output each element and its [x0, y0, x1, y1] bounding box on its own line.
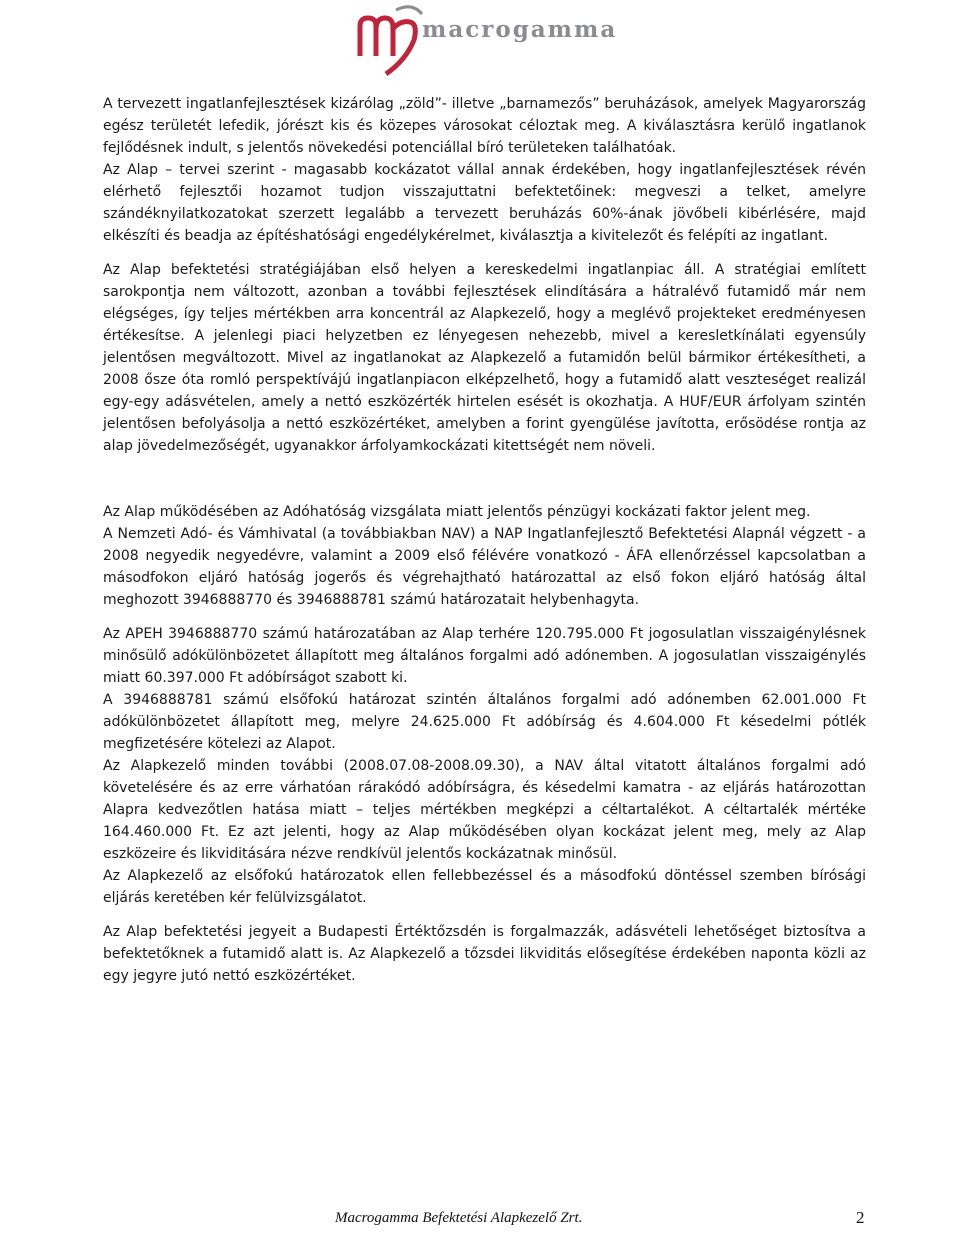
- macrogamma-logo-icon: [356, 0, 426, 80]
- company-logo: [356, 0, 616, 80]
- paragraph-nav-audit: A Nemzeti Adó- és Vámhivatal (a továbbiakban NAV) a NAP Ingatlanfejlesztő Befektetési Alapnál végzett - a 2008 negyedik negyedévre, valamint a 2009 első félévére vonatkozó - ÁFA ellenőrzéssel kapcsolatban a másodfokon eljáró hatóság jogerős és végrehajtható határozattal az első fokon eljáró hatóság által meghozott 3946888770 és 3946888781 számú határozatait helybenhagyta.: [103, 526, 866, 608]
- logo-text: macrogamma: [422, 16, 618, 43]
- footer-company: Macrogamma Befektetési Alapkezelő Zrt.: [335, 1210, 583, 1226]
- paragraph-first-instance-decision: A 3946888781 számú elsőfokú határozat szintén általános forgalmi adó adónemben 62.001.000 Ft adókülönbözetet állapított meg, melyre 24.625.000 Ft adóbírság és 4.604.000 Ft késedelmi pótlék megfizetésére kötelezi az Alapot.: [103, 692, 866, 752]
- paragraph-investment-strategy: Az Alap befektetési stratégiájában első helyen a kereskedelmi ingatlanpiac áll. A stratégiai említett sarokpontja nem változott, azonban a további fejlesztések elindítására a hátralévő futamidő már nem elégséges, így teljes mértékben arra koncentrál az Alapkezelő, hogy a meglévő projekteket eredményesen értékesítse. A jelenlegi piaci helyzetben ez lényegesen nehezebb, mivel a keresletkínálati egyensúly jelentősen megváltozott. Mivel az ingatlanokat az Alapkezelő a futamidőn belül bármikor értékesítheti, a 2008 ősze óta romló perspektívájú ingatlanpiacon elképzelhető, hogy a futamidő alatt veszteséget realizál egy-egy adásvételen, amely a nettó eszközérték hirtelen esését is okozhatja. A HUF/EUR árfolyam szintén jelentősen befolyásolja a nettó eszközértéket, amelyben a forint gyengülése javította, erősödése rontja az alap jövedelmezőségét, ugyanakkor árfolyamkockázati kitettségét nem növeli.: [103, 262, 866, 454]
- paragraph-apeh-decision: Az APEH 3946888770 számú határozatában az Alap terhére 120.795.000 Ft jogosulatlan visszaigénylésnek minősülő adókülönbözetet állapított meg általános forgalmi adó adónemben. A jogosulatlan visszaigénylés miatt 60.397.000 Ft adóbírságot szabott ki.: [103, 626, 866, 686]
- paragraph-stock-exchange: Az Alap befektetési jegyeit a Budapesti Értéktőzsdén is forgalmazzák, adásvételi lehetőséget biztosítva a befektetőknek a futamidő alatt is. Az Alapkezelő a tőzsdei likviditás elősegítése érdekében naponta közli az egy jegyre jutó nettó eszközértéket.: [103, 924, 866, 984]
- page-number: 2: [856, 1208, 865, 1227]
- paragraph-appeal: Az Alapkezelő az elsőfokú határozatok ellen fellebbezéssel és a másodfokú döntéssel szemben bírósági eljárás keretében kér felülvizsgálatot.: [103, 868, 866, 906]
- paragraph-fund-strategy: Az Alap – tervei szerint - magasabb kockázatot vállal annak érdekében, hogy ingatlanfejlesztések révén elérhető fejlesztői hozamot tudjon visszajuttatni befektetőinek: megveszi a telket, amelyre szándéknyilatkozatokat szerzett legalább a tervezett beruházás 60%-ának jövőbeli kibérlésére, majd elkészíti és beadja az építéshatósági engedélykérelmet, kiválasztja a kivitelezőt és felépíti az ingatlant.: [103, 162, 866, 244]
- paragraph-development-scope: A tervezett ingatlanfejlesztések kizárólag „zöld”- illetve „barnamezős” beruházások, amelyek Magyarország egész területét lefedik, jórészt kis és közepes városokat céloztak meg. A kiválasztásra kerülő ingatlanok fejlődésnek indult, s jelentős növekedési potenciállal bíró területeken találhatóak.: [103, 96, 866, 156]
- paragraph-provision: Az Alapkezelő minden további (2008.07.08-2008.09.30), a NAV által vitatott általános forgalmi adó követelésére és az erre várhatóan rárakódó adóbírságra, és késedelmi kamatra - az eljárás határozottan Alapra kedvezőtlen hatása miatt – teljes mértékben megképzi a céltartalékot. A céltartalék mértéke 164.460.000 Ft. Ez azt jelenti, hogy az Alap működésében olyan kockázat jelent meg, mely az Alap eszközeire és likviditására nézve rendkívül jelentős kockázatnak minősül.: [103, 758, 866, 862]
- paragraph-tax-authority-risk: Az Alap működésében az Adóhatóság vizsgálata miatt jelentős pénzügyi kockázati faktor jelent meg.: [103, 504, 811, 520]
- document-body: [103, 93, 866, 987]
